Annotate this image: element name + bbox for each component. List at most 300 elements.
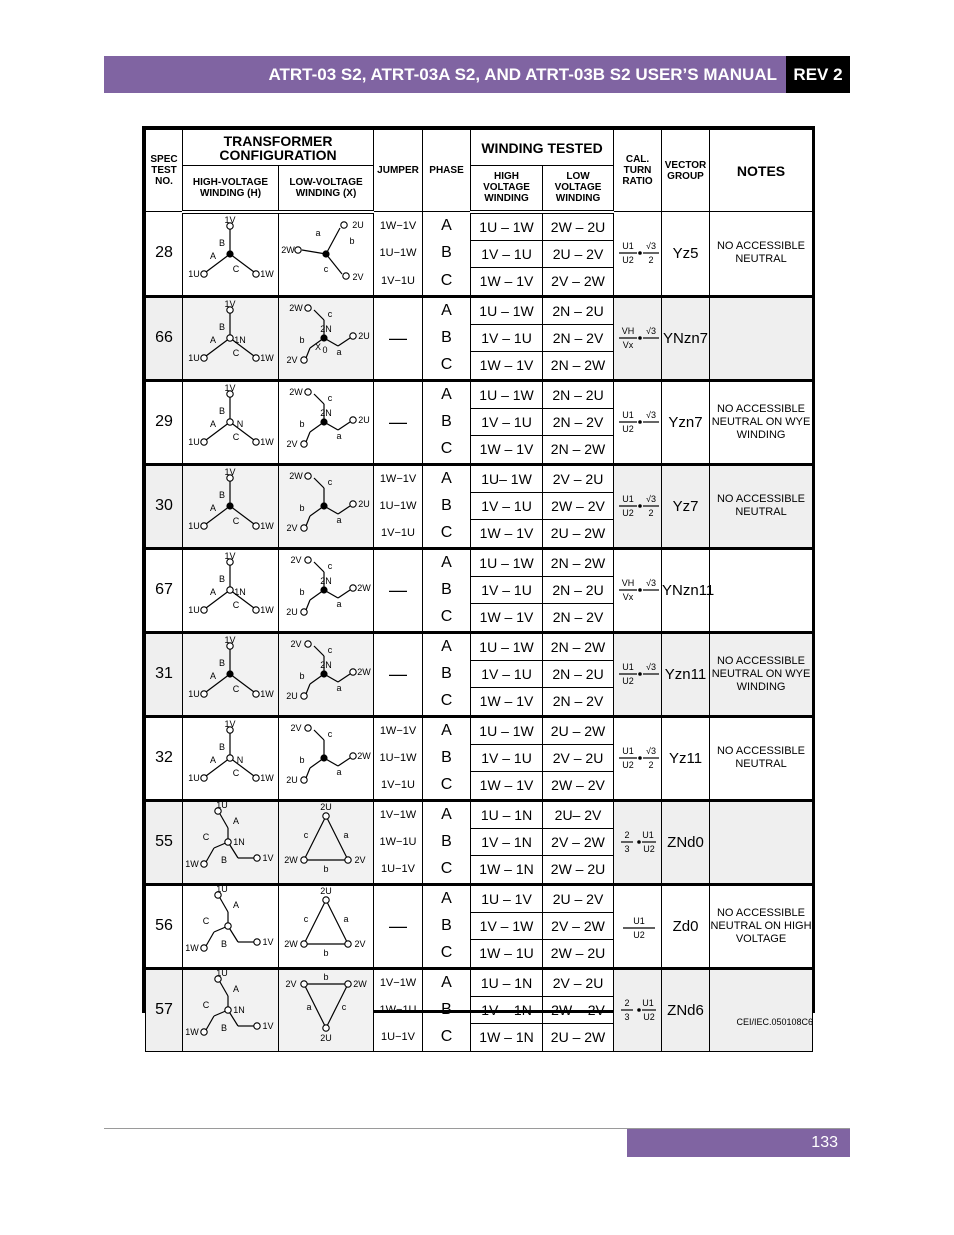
turn-ratio-formula xyxy=(614,464,662,548)
hv-winding-tested-cell xyxy=(471,800,543,884)
hv-winding-value: 1U – 1N xyxy=(480,974,533,991)
terminal xyxy=(322,1024,328,1030)
header-spec-test-no: SPEC TEST NO. xyxy=(146,130,183,212)
phase-label: B xyxy=(220,1022,227,1033)
terminal xyxy=(252,522,258,528)
ratio-numerator: U1 xyxy=(621,745,634,756)
terminal-label: 1W xyxy=(259,604,274,615)
ratio-denominator: Vx xyxy=(622,339,633,350)
jumper-cell xyxy=(374,464,423,548)
terminal-label: 2U xyxy=(357,330,370,341)
terminal-label: 2V xyxy=(289,722,302,733)
terminal-label: 2U xyxy=(319,801,332,812)
hv-winding-diagram xyxy=(183,800,279,884)
winding-leg xyxy=(306,600,310,610)
hv-winding-value: 1W – 1N xyxy=(471,1023,542,1050)
hv-diagram-svg xyxy=(184,886,278,962)
phase-cell xyxy=(423,716,471,800)
lv-winding-value: 2U – 2W xyxy=(550,722,606,739)
terminal-label: 2V xyxy=(285,438,298,449)
winding-leg xyxy=(206,1016,214,1030)
ratio-svg xyxy=(615,894,661,954)
phase-value: B xyxy=(441,833,452,850)
terminal xyxy=(253,1022,259,1028)
lv-winding-value: 2N – 2U xyxy=(552,386,604,403)
jumper-none: — xyxy=(374,548,423,632)
phase-label: b xyxy=(298,670,305,681)
terminal xyxy=(349,752,355,758)
terminal-label: 1V xyxy=(223,298,236,309)
winding-leg xyxy=(314,394,324,404)
turn-ratio-formula xyxy=(614,212,662,297)
phase-label: c xyxy=(327,644,332,655)
hv-winding-value: 1W – 1V xyxy=(471,267,542,294)
neutral-point xyxy=(226,502,233,509)
terminal-label: 1W xyxy=(184,1026,199,1037)
phase-label: a xyxy=(335,346,342,357)
neutral-label: 0 xyxy=(321,344,328,355)
terminal xyxy=(300,856,306,862)
phase-label: C xyxy=(232,599,239,610)
terminal-label: 1V xyxy=(223,214,236,225)
phase-value: A xyxy=(441,470,452,487)
phase-cell xyxy=(423,212,471,297)
phase-label: b xyxy=(322,971,329,982)
lv-winding-diagram xyxy=(279,884,374,968)
lv-winding-value: 2N – 2V xyxy=(543,408,613,435)
neutral-label: 2N xyxy=(319,659,332,670)
header-title: ATRT-03 S2, ATRT-03A S2, AND ATRT-03B S2 USER’S MANUAL xyxy=(104,56,786,93)
hv-winding-value: 1V – 1U xyxy=(471,576,542,603)
spec-test-number: 55 xyxy=(146,800,183,884)
terminal xyxy=(304,472,310,478)
table-row xyxy=(146,632,813,716)
lv-winding-diagram xyxy=(279,632,374,716)
ratio-numerator: √3 xyxy=(645,745,656,756)
vector-group: Yz7 xyxy=(662,464,710,548)
hv-winding-diagram xyxy=(183,968,279,1051)
hv-winding-diagram xyxy=(183,632,279,716)
phase-label: C xyxy=(232,431,239,442)
terminal xyxy=(304,556,310,562)
notes-cell xyxy=(710,548,813,632)
lv-winding-value: 2W – 2U xyxy=(550,218,606,235)
lv-diagram-svg xyxy=(280,886,373,962)
phase-value: A xyxy=(441,974,452,991)
lv-winding-tested-cell xyxy=(543,296,614,380)
hv-winding-diagram xyxy=(183,716,279,800)
terminal xyxy=(340,221,346,227)
jumper-value: 1W−1U xyxy=(379,836,417,848)
terminal-label: 1V xyxy=(223,718,236,729)
winding-leg xyxy=(326,254,342,274)
jumper-value: 1V−1U xyxy=(381,527,415,539)
lv-winding-value: 2N – 2W xyxy=(550,554,606,571)
multiply-dot xyxy=(638,588,642,592)
winding-leg xyxy=(314,478,324,488)
neutral-terminal xyxy=(226,754,232,760)
phase-label: C xyxy=(232,263,239,274)
phase-label: b xyxy=(322,947,329,958)
turn-ratio-formula xyxy=(614,296,662,380)
header-phase: PHASE xyxy=(423,130,471,212)
terminal xyxy=(252,690,258,696)
ratio-denominator: U2 xyxy=(621,759,634,770)
multiply-dot xyxy=(638,336,642,340)
table-row xyxy=(146,380,813,464)
lv-winding-tested-cell xyxy=(543,464,614,548)
ratio-numerator: U1 xyxy=(621,240,634,251)
table-row xyxy=(146,800,813,884)
lv-diagram-svg xyxy=(280,970,373,1046)
phase-label: b xyxy=(298,586,305,597)
winding-leg xyxy=(206,932,214,946)
hv-winding-diagram xyxy=(183,464,279,548)
jumper-value: 1V−1U xyxy=(381,779,415,791)
lv-diagram-svg xyxy=(280,214,373,290)
notes-cell: NO ACCESSIBLE NEUTRAL xyxy=(710,716,813,800)
terminal-label: 2V xyxy=(289,638,302,649)
spec-test-number: 56 xyxy=(146,884,183,968)
notes-cell xyxy=(710,800,813,884)
winding-leg xyxy=(314,310,324,320)
lv-winding-value: 2U– 2V xyxy=(554,806,602,823)
terminal-label: 1U xyxy=(187,688,200,699)
lv-winding-tested-cell xyxy=(543,212,614,297)
hv-winding-diagram xyxy=(183,548,279,632)
lv-winding-value: 2N – 2V xyxy=(543,603,613,630)
terminal-label: 2U xyxy=(357,498,370,509)
neutral-point xyxy=(320,502,327,509)
terminal-label: 2W xyxy=(288,302,303,313)
terminal-label: 1V xyxy=(261,936,274,947)
phase-value: B xyxy=(441,581,452,598)
ratio-numerator: 2 xyxy=(624,829,630,840)
ratio-numerator: U1 xyxy=(641,997,654,1008)
hv-winding-value: 1W – 1V xyxy=(471,435,542,462)
terminal-label: 2U xyxy=(357,414,370,425)
turn-ratio-formula xyxy=(614,968,662,1051)
lv-winding-value: 2N – 2U xyxy=(543,576,613,603)
phase-label: b xyxy=(298,754,305,765)
phase-label: B xyxy=(218,405,225,416)
winding-leg xyxy=(314,646,324,656)
winding-leg xyxy=(306,516,310,526)
phase-label: C xyxy=(202,915,209,926)
ratio-svg xyxy=(615,978,661,1038)
phase-label: A xyxy=(232,899,239,910)
lv-diagram-svg xyxy=(280,466,373,542)
hv-diagram-svg xyxy=(184,970,278,1046)
lv-winding-value: 2W – 2V xyxy=(543,492,613,519)
terminal xyxy=(200,860,206,866)
ratio-denominator: 3 xyxy=(624,1011,630,1022)
winding-leg xyxy=(338,758,350,766)
phase-value: C xyxy=(440,271,453,289)
ratio-svg xyxy=(615,726,661,786)
phase-label: A xyxy=(209,754,216,765)
vector-group: ZNd6 xyxy=(662,968,710,1051)
terminal-label: 2V xyxy=(285,354,298,365)
phase-value: B xyxy=(441,497,452,514)
phase-label: a xyxy=(342,913,349,924)
jumper-value: 1U−1V xyxy=(381,1031,415,1043)
ratio-denominator: 2 xyxy=(648,507,654,518)
hv-winding-value: 1V – 1N xyxy=(471,996,542,1023)
neutral-terminal xyxy=(224,922,230,928)
phase-cell xyxy=(423,800,471,884)
terminal-label: 1U xyxy=(215,885,228,894)
phase-label: A xyxy=(209,502,216,513)
multiply-dot xyxy=(637,840,641,844)
terminal xyxy=(304,640,310,646)
lv-winding-value: 2N – 2W xyxy=(543,435,613,462)
phase-label: C xyxy=(232,683,239,694)
neutral-terminal xyxy=(226,418,232,424)
phase-label: B xyxy=(218,489,225,500)
page-number: 133 xyxy=(627,1129,850,1157)
jumper-value: 1U−1W xyxy=(379,247,417,260)
phase-label: a xyxy=(335,430,342,441)
lv-winding-diagram xyxy=(279,212,374,297)
ratio-denominator: 3 xyxy=(624,843,630,854)
phase-label: B xyxy=(218,573,225,584)
lv-winding-tested-cell xyxy=(543,884,614,968)
hv-winding-value: 1W – 1U xyxy=(471,939,542,966)
neutral-label: 2N xyxy=(319,407,332,418)
terminal xyxy=(200,354,206,360)
phase-label: b xyxy=(298,502,305,513)
header-winding-tested: WINDING TESTED xyxy=(471,130,614,166)
phase-label: A xyxy=(209,250,216,261)
lv-diagram-svg xyxy=(280,802,373,878)
terminal-label: 2W xyxy=(288,470,303,481)
terminal xyxy=(252,270,258,276)
hv-winding-value: 1W – 1N xyxy=(471,855,542,882)
phase-value: A xyxy=(441,216,452,234)
terminal xyxy=(322,812,328,818)
winding-leg xyxy=(338,422,350,430)
vector-group: Yzn7 xyxy=(662,380,710,464)
neutral-terminal xyxy=(224,838,230,844)
terminal-label: 2W xyxy=(280,244,295,255)
winding-leg xyxy=(338,590,350,598)
neutral-label: 1N xyxy=(232,1004,245,1015)
phase-label: b xyxy=(322,863,329,874)
vector-group: Zd0 xyxy=(662,884,710,968)
lv-winding-value: 2V – 2U xyxy=(552,974,604,991)
terminal-label: 2V xyxy=(289,554,302,565)
turn-ratio-formula xyxy=(614,632,662,716)
terminal-label: 1V xyxy=(223,466,236,477)
phase-value: C xyxy=(440,944,453,961)
lv-winding-value: 2N – 2W xyxy=(550,638,606,655)
terminal-label: 1U xyxy=(187,520,200,531)
hv-winding-value: 1W – 1V xyxy=(471,519,542,546)
ratio-svg xyxy=(615,390,661,450)
neutral-point xyxy=(320,670,327,677)
ratio-denominator: U2 xyxy=(621,675,634,686)
terminal-label: 1W xyxy=(259,268,274,279)
phase-label: C xyxy=(232,767,239,778)
jumper-value: 1W−1V xyxy=(379,725,417,737)
turn-ratio-formula xyxy=(614,380,662,464)
header-transformer-configuration: TRANSFORMER CONFIGURATION xyxy=(183,130,374,166)
phase-label: A xyxy=(209,670,216,681)
terminal xyxy=(200,774,206,780)
phase-value: B xyxy=(441,244,452,262)
phase-value: B xyxy=(441,1001,452,1018)
phase-label: c xyxy=(323,263,328,274)
phase-label: c xyxy=(327,728,332,739)
hv-winding-value: 1U– 1W xyxy=(481,470,532,487)
terminal-label: 1V xyxy=(223,550,236,561)
hv-winding-tested-cell xyxy=(471,716,543,800)
phase-value: A xyxy=(441,638,452,655)
jumper-none: — xyxy=(374,884,423,968)
terminal xyxy=(300,692,306,698)
lv-winding-value: 2V – 2U xyxy=(543,744,613,771)
lv-winding-value: 2N – 2W xyxy=(543,351,613,378)
terminal-label: 1V xyxy=(223,382,236,393)
phase-label: a xyxy=(335,682,342,693)
spec-test-number: 28 xyxy=(146,212,183,297)
terminal-label: 1U xyxy=(215,969,228,978)
spec-test-number: 32 xyxy=(146,716,183,800)
terminal-label: 2W xyxy=(288,386,303,397)
terminal-label: 2V xyxy=(285,522,298,533)
jumper-value: 1V−1W xyxy=(379,809,417,821)
hv-winding-tested-cell xyxy=(471,548,543,632)
hv-winding-value: 1U – 1N xyxy=(480,806,533,823)
ratio-svg xyxy=(615,306,661,366)
hv-winding-value: 1U – 1W xyxy=(479,302,534,319)
jumper-value: 1U−1V xyxy=(381,863,415,875)
lv-winding-value: 2V – 2W xyxy=(543,267,613,294)
ratio-numerator: VH xyxy=(621,577,634,588)
terminal xyxy=(300,440,306,446)
lv-winding-diagram xyxy=(279,968,374,1051)
lv-winding-diagram xyxy=(279,380,374,464)
phase-label: a xyxy=(342,829,349,840)
phase-label: c xyxy=(341,1001,346,1012)
jumper-value: 1U−1W xyxy=(379,752,417,764)
ratio-denominator: U2 xyxy=(642,1011,655,1022)
spec-test-number: 31 xyxy=(146,632,183,716)
turn-ratio-formula xyxy=(614,884,662,968)
lv-winding-tested-cell xyxy=(543,716,614,800)
hv-winding-value: 1V – 1U xyxy=(471,408,542,435)
lv-winding-diagram xyxy=(279,464,374,548)
hv-winding-value: 1W – 1V xyxy=(471,687,542,714)
header-cal-turn-ratio: CAL. TURN RATIO xyxy=(614,130,662,212)
terminal-label: 1U xyxy=(187,436,200,447)
table-row xyxy=(146,716,813,800)
phase-cell xyxy=(423,548,471,632)
hv-diagram-svg xyxy=(184,214,278,290)
phase-label: B xyxy=(220,938,227,949)
phase-value: A xyxy=(441,890,452,907)
phase-cell xyxy=(423,380,471,464)
neutral-point xyxy=(320,418,327,425)
lv-winding-diagram xyxy=(279,716,374,800)
terminal-label: 2V xyxy=(353,854,366,865)
jumper-value: 1W−1V xyxy=(379,473,417,485)
phase-cell xyxy=(423,296,471,380)
lv-winding-value: 2U – 2W xyxy=(543,519,613,546)
phase-value: A xyxy=(441,554,452,571)
ratio-svg xyxy=(615,642,661,702)
phase-value: B xyxy=(441,329,452,346)
winding-leg xyxy=(306,768,310,778)
phase-value: C xyxy=(440,1028,453,1045)
terminal xyxy=(349,332,355,338)
hv-winding-tested-cell xyxy=(471,380,543,464)
hv-winding-value: 1W – 1V xyxy=(471,351,542,378)
hv-winding-tested-cell xyxy=(471,464,543,548)
phase-label: B xyxy=(218,237,225,248)
jumper-value: 1V−1W xyxy=(379,977,417,989)
terminal xyxy=(300,524,306,530)
winding-leg xyxy=(206,848,214,862)
ratio-numerator: √3 xyxy=(645,325,656,336)
terminal xyxy=(200,1028,206,1034)
phase-label: c xyxy=(303,829,308,840)
terminal-label: 1V xyxy=(261,852,274,863)
winding-leg xyxy=(306,684,310,694)
phase-label: A xyxy=(232,983,239,994)
terminal-label: 2U xyxy=(285,774,298,785)
lv-winding-value: 2W – 2U xyxy=(543,939,613,966)
hv-diagram-svg xyxy=(184,298,278,374)
terminal-label: 1W xyxy=(259,688,274,699)
phase-label: A xyxy=(232,815,239,826)
lv-winding-value: 2V – 2W xyxy=(543,828,613,855)
phase-label: b xyxy=(298,418,305,429)
neutral-label: 1N xyxy=(233,334,246,345)
terminal-label: 2V xyxy=(351,271,364,282)
terminal-label: 1W xyxy=(259,352,274,363)
neutral-label: 1N xyxy=(232,836,245,847)
lv-winding-tested-cell xyxy=(543,800,614,884)
neutral-point xyxy=(320,586,327,593)
ratio-numerator: √3 xyxy=(645,493,656,504)
lv-winding-value: 2U – 2V xyxy=(552,890,604,907)
terminal xyxy=(253,854,259,860)
notes-cell xyxy=(710,296,813,380)
hv-winding-value: 1V – 1N xyxy=(471,828,542,855)
phase-value: B xyxy=(441,917,452,934)
neutral-point xyxy=(320,754,327,761)
phase-cell xyxy=(423,884,471,968)
hv-winding-diagram xyxy=(183,296,279,380)
phase-value: C xyxy=(440,692,453,709)
header-hv-winding-tested: HIGH VOLTAGE WINDING xyxy=(471,166,543,212)
hv-winding-value: 1V – 1U xyxy=(471,744,542,771)
phase-label: C xyxy=(232,347,239,358)
terminal xyxy=(252,606,258,612)
hv-diagram-svg xyxy=(184,802,278,878)
terminal xyxy=(200,944,206,950)
neutral-point xyxy=(320,334,327,341)
notes-cell: NO ACCESSIBLE NEUTRAL xyxy=(710,464,813,548)
notes-cell xyxy=(710,968,813,1051)
terminal xyxy=(349,668,355,674)
notes-cell: NO ACCESSIBLE NEUTRAL ON HIGH VOLTAGE xyxy=(710,884,813,968)
lv-winding-diagram xyxy=(279,800,374,884)
header-vector-group: VECTOR GROUP xyxy=(662,130,710,212)
ratio-numerator: √3 xyxy=(645,661,656,672)
